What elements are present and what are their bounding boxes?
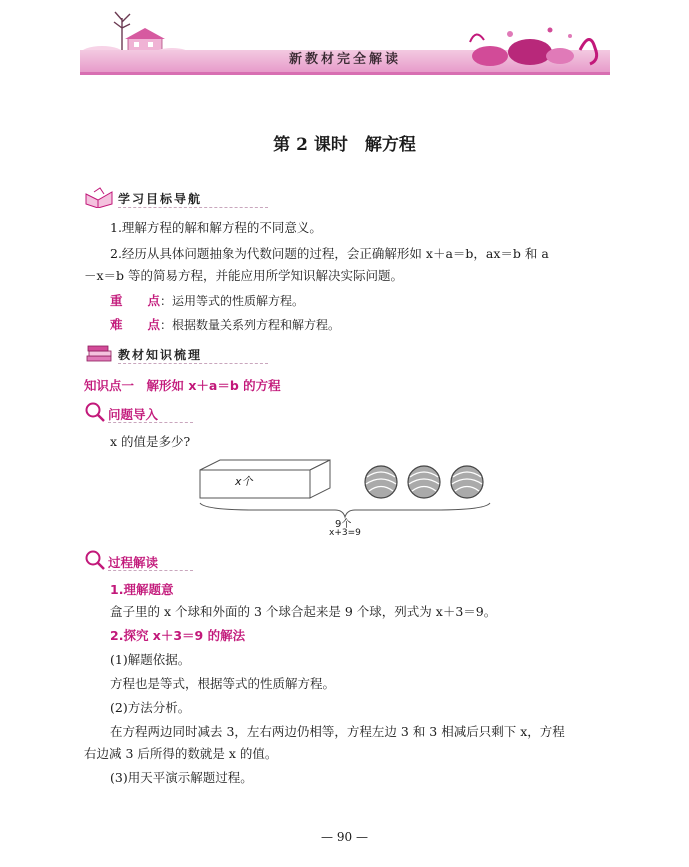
step1-title: 1.理解题意	[110, 582, 174, 597]
goal-item-2: 2.经历从具体问题抽象为代数问题的过程，会正确解形如 x＋a＝b，ax＝b 和 a	[110, 246, 549, 261]
sub2-text-b: 右边减 3 后所得的数就是 x 的值。	[84, 746, 278, 761]
box-label: x个	[235, 475, 253, 488]
key-point-row	[110, 290, 304, 309]
ball-1	[365, 466, 397, 498]
goals-heading: 学习目标导航	[118, 192, 203, 206]
count-label: 9个	[335, 519, 352, 530]
books-stack-icon	[84, 342, 114, 364]
page-number: — 90 —	[321, 830, 368, 844]
key-point-text: ：运用等式的性质解方程。	[160, 294, 305, 308]
process-heading: 过程解读	[108, 555, 159, 570]
key-point-label: 重 点	[110, 293, 161, 308]
sub1-title: (1)解题依据。	[110, 652, 191, 667]
sub2-text-a: 在方程两边同时减去 3，左右两边仍相等，方程左边 3 和 3 相减后只剩下 x，方程	[110, 724, 565, 739]
header-banner	[80, 10, 610, 76]
goal-item-2-cont: －x＝b 等的简易方程，并能应用所学知识解决实际问题。	[84, 268, 404, 283]
lesson-title: 第 2 课时 解方程	[273, 135, 416, 155]
ball-3	[451, 466, 483, 498]
goal-item-1: 1.理解方程的解和解方程的不同意义。	[110, 220, 322, 235]
intro-question: x 的值是多少?	[110, 434, 191, 449]
step2-title: 2.探究 x＋3＝9 的解法	[110, 628, 246, 643]
knowledge-point-title: 知识点一 解形如 x＋a＝b 的方程	[84, 378, 281, 393]
magnifier-icon	[84, 401, 106, 423]
knowledge-heading: 教材知识梳理	[118, 348, 203, 362]
process-heading-underline	[108, 570, 193, 572]
sub2-title: (2)方法分析。	[110, 700, 191, 715]
magnifier-icon	[84, 549, 106, 571]
sub1-text: 方程也是等式，根据等式的性质解方程。	[110, 676, 336, 691]
difficult-point-text: ：根据数量关系列方程和解方程。	[160, 318, 341, 332]
step1-text: 盒子里的 x 个球和外面的 3 个球合起来是 9 个球，列式为 x＋3＝9。	[110, 604, 497, 619]
knowledge-heading-underline	[118, 363, 268, 365]
intro-heading: 问题导入	[108, 407, 159, 422]
goals-heading-underline	[118, 207, 268, 209]
ball-2	[408, 466, 440, 498]
equation-label: x+3=9	[329, 528, 361, 538]
sub3-title: (3)用天平演示解题过程。	[110, 770, 253, 785]
book-icon	[84, 186, 114, 208]
header-title: 新教材完全解读	[288, 52, 401, 67]
box-and-balls-figure	[195, 455, 495, 545]
flower-decoration	[450, 20, 610, 75]
difficult-point-row	[110, 314, 340, 333]
intro-heading-underline	[108, 422, 193, 424]
difficult-point-label: 难 点	[110, 317, 161, 332]
